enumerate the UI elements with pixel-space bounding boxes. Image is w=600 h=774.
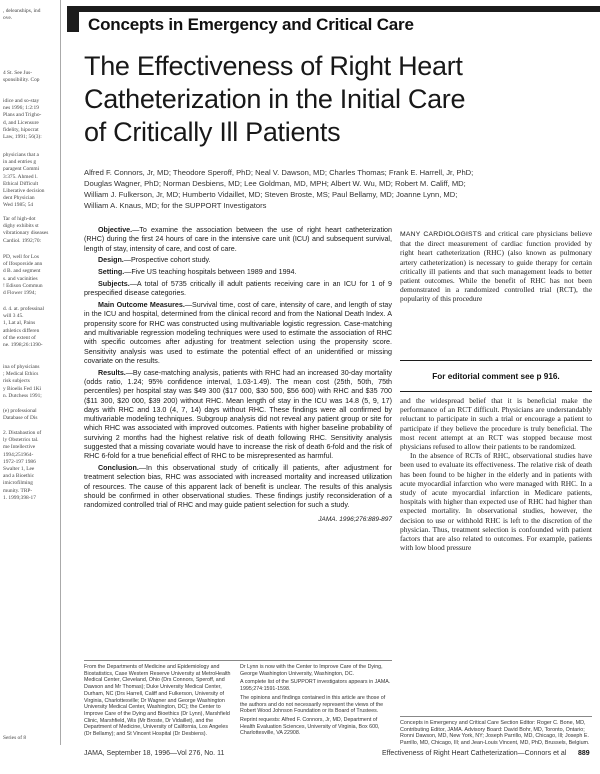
section-editor-note: Concepts in Emergency and Critical Care Section Editor: Roger C. Bone, MD, Contributing Editor, JAMA. Advisory Board: David Bohr, MD, Toronto, Ontario; Ronni Dawson, MD, New York, NY; Joseph Parrillo, MD, Chicago, Ill; Joseph E. Parrillo, MD, Chicago, Ill; and Jean-Louis Vincent, MD, PhD, Brussels, Belgium. bbox=[400, 720, 590, 746]
author-list bbox=[84, 167, 594, 211]
abstract-outcomes: Main Outcome Measures.—Survival time, cost of care, intensity of care, and length of stay in the ICU and hospital, determined from the clinical record and from the National Death Index. A propensity score for RHC was constructed using multivariable logistic regression. Case-matching and multivariable regression modeling techniques were used to estimate the association of RHC with specific outcomes after adjusting for treatment selection using the propensity score. Sensitivity analysis was used to estimate the potential effect of an unidentified or missing covariate on the results. bbox=[84, 301, 392, 365]
strip-text-block: 2. Distabastion of ly Obstetrics tal. me Intellective 1994;251964- 1972-197 1986 Swalter 1, Lee and a Bioethic imicrofilming munity. TRP- 1. 1999;398-17 bbox=[3, 430, 42, 501]
previous-page-strip bbox=[0, 0, 58, 745]
gutter-divider bbox=[60, 0, 61, 745]
strip-text-block: , deleanships, ind ove. bbox=[3, 8, 41, 22]
section-bar bbox=[67, 6, 600, 12]
strip-text-block: idice and so-stay nes 1996; 1:2:19 Plans and Trigho- d, and Licensure fidelity, hipocrat Law, 1991; 56(3): bbox=[3, 98, 42, 141]
author-line: Alfred F. Connors, Jr, MD; Theodore Speroff, PhD; Neal V. Dawson, MD; Charles Thomas; Frank E. Harrell, Jr, PhD; bbox=[84, 168, 474, 177]
article-title-line: of Critically Ill Patients bbox=[84, 117, 341, 147]
intro-text: and critical care physicians believe that the direct measurement of cardiac function provided by right heart catheterization (RHC) (also known as pulmonary artery catheterization) is necessary to guide therapy for certain critically ill patients and that such management leads to better patient outcomes. While the benefit of RHC has not been demonstrated in a randomized controlled trial (RCT), the popularity of this procedure bbox=[400, 229, 592, 304]
footnote-item: Dr Lynn is now with the Center to Improve Care of the Dying, George Washington University, Washington, DC. bbox=[240, 664, 383, 677]
body-paragraph: and the widespread belief that it is beneficial make the performance of an RCT difficult. Physicians are understandably reluctant to participate in such a trial or encourage a patient to participate if they believe the procedure is truly beneficial. The most recent attempt at an RCT was stopped because most physicians refused to allow their patients to be randomized. bbox=[400, 396, 592, 452]
strip-text-block: 4 St. See Jus- sponsibility. Cop bbox=[3, 70, 40, 84]
author-line: William A. Knaus, MD; for the SUPPORT Investigators bbox=[84, 201, 267, 210]
author-line: William J. Fulkerson, Jr, MD; Humberto Vidaillet, MD; Steven Broste, MS; Paul Bellamy, MD; Joanne Lynn, MD; bbox=[84, 190, 458, 199]
running-footer-article: Effectiveness of Right Heart Catheterization—Connors et al bbox=[382, 750, 567, 757]
article-title-line: The Effectiveness of Right Heart bbox=[84, 51, 463, 81]
body-continued bbox=[400, 396, 592, 552]
abstract-objective: Objective.—To examine the association between the use of right heart catheterization (RHC) during the first 24 hours of care in the intensive care unit (ICU) and subsequent survival, length of stay, intensity of care, and cost of care. bbox=[84, 226, 392, 253]
abstract-subjects: Subjects.—A total of 5735 critically ill adult patients receiving care in an ICU for 1 of 9 prespecified disease categories. bbox=[84, 279, 392, 298]
abstract-setting: Setting.—Five US teaching hospitals between 1989 and 1994. bbox=[98, 268, 297, 277]
page-number: 889 bbox=[578, 750, 590, 757]
body-paragraph: In the absence of RCTs of RHC, observational studies have been used to evaluate its effectiveness. The relative risk of death has been found to be higher in the elderly and in patients with acute myocardial infarction who were managed with RHC. In a study of acute myocardial infarction in Medicare patients, hospitals with higher than expected use of RHC had higher than expected mortality. In observational studies, however, the decision to use or withhold RHC is left to the discretion of the physician. Thus, treatment selection is confounded with patient factors that are also related to outcomes. For example, patients with low blood pressure bbox=[400, 451, 592, 553]
footnote-affiliations: From the Departments of Medicine and Epidemiology and Biostatistics, Case Western Reserve University at MetroHealth Medical Center, Cleveland, Ohio (Drs Connors, Speroff, and Dawson and Mr Thomas); Duke University Medical Center, Durham, NC (Drs Harrell, Califf and Fulkerson, University of Virginia, Charlottesville; Dr Wagner and George Washington University Medical Center, Washington, DC); the Center to Improve Care of the Dying and Bioethics (Dr Lynn), Marshfield Clinic, Marshfield, Wis (Mr Broste, Dr Vidaillet), and the Department of Medicine, University of California, Los Angeles (Dr Bellamy); and St Vincent Hospital (Dr Desbiens). bbox=[84, 664, 231, 738]
abstract-results: Results.—By case-matching analysis, patients with RHC had an increased 30-day mortality (odds ratio, 1.24; 95% confidence interval, 1.03-1.49). The mean cost (25th, 50th, 75th percentiles) per hospital stay was $49 300 ($17 000, $30 500, $56 600) with RHC and $35 700 ($11 300, $20 000, $39 200) without RHC. Mean length of stay in the ICU was 14.8 (5, 9, 17) days with RHC and 13.0 (4, 7, 14) days without RHC. These findings were all confirmed by multivariable modeling techniques. Subgroup analysis did not reveal any patient group or site for which RHC was associated with improved outcomes. Patients with higher baseline probability of surviving 2 months had the highest relative risk of death following RHC. Sensitivity analysis suggested that a missing covariate would have to increase the risk of death 6-fold and the risk of RHC 6-fold for a true beneficial effect of RHC to be misrepresented as harmful. bbox=[84, 368, 392, 461]
article-title-line: Catheterization in the Initial Care bbox=[84, 84, 466, 114]
strip-text-block: Tar of high-dot dighy exhibits st vibrationary diseases Cardiol. 1992;70: bbox=[3, 216, 49, 244]
running-footer-journal: JAMA, September 18, 1996—Vol 276, No. 11 bbox=[84, 750, 225, 757]
footnote-item: A complete list of the SUPPORT investigators appears in JAMA. 1995;274:1591-1598. bbox=[240, 679, 391, 693]
author-line: Douglas Wagner, PhD; Norman Desbiens, MD; Lee Goldman, MD, MPH; Albert W. Wu, MD; Robert M. Califf, MD; bbox=[84, 179, 466, 188]
abstract bbox=[84, 226, 392, 524]
lead-caps: MANY CARDIOLOGISTS bbox=[400, 231, 482, 238]
strip-text-block: ina of physicians ; Medical Ethics risk subjects y Bioelis Fed 1Ki n. Dutchess 1991; bbox=[3, 364, 42, 399]
footnotes-left bbox=[84, 664, 232, 740]
abstract-design: Design.—Prospective cohort study. bbox=[98, 256, 211, 265]
strip-text-block: (e) professional Database of Dis bbox=[3, 408, 38, 422]
citation-line: JAMA. 1996;276:889-897 bbox=[318, 515, 392, 523]
article-title bbox=[84, 50, 599, 149]
body-intro bbox=[400, 229, 592, 304]
strip-text-block: d. 4. at. professinal will 3 45. 1, Lat al, Pains athletics differen of the extent of ne. 1998;26:1390- bbox=[3, 306, 45, 349]
footnote-item: Reprint requests: Alfred F. Connors, Jr, MD, Department of Health Evaluation Sciences, University of Virginia, Box 600, Charlottesville, VA 22908. bbox=[240, 716, 380, 737]
strip-text-block: Series of 8 bbox=[3, 735, 27, 741]
editorial-comment-box[interactable]: For editorial comment see p 916. bbox=[400, 360, 592, 392]
strip-text-block: physicians that a in and entries g paragent Commi 3:375. Ahmed l. Ethical Difficult Liberative decision dent Physician Wed 1985; 54 bbox=[3, 152, 45, 209]
footnotes-middle bbox=[240, 664, 392, 739]
section-tab-mark bbox=[67, 10, 79, 32]
section-title: Concepts in Emergency and Critical Care bbox=[88, 15, 414, 34]
footnote-rule bbox=[84, 660, 392, 661]
footnote-item: The opinions and findings contained in this article are those of the authors and do not necessarily represent the views of the Robert Wood Johnson Foundation or its Board of Trustees. bbox=[240, 694, 386, 715]
strip-text-block: PD, well for Los of Ifosporside ann d B. and segment s. and vacinities ! Edison Commun d Flower 1994; bbox=[3, 254, 43, 297]
abstract-conclusion: Conclusion.—In this observational study of critically ill patients, after adjustment for treatment selection bias, RHC was associated with increased mortality and increased utilization of resources. The cause of this apparent lack of benefit is unclear. The results of this analysis should be confirmed in other observational studies. These findings justify reconsideration of a randomized controlled trial of RHC and may guide patient selection for such a study. bbox=[84, 464, 392, 510]
right-footnote-rule bbox=[400, 716, 592, 717]
